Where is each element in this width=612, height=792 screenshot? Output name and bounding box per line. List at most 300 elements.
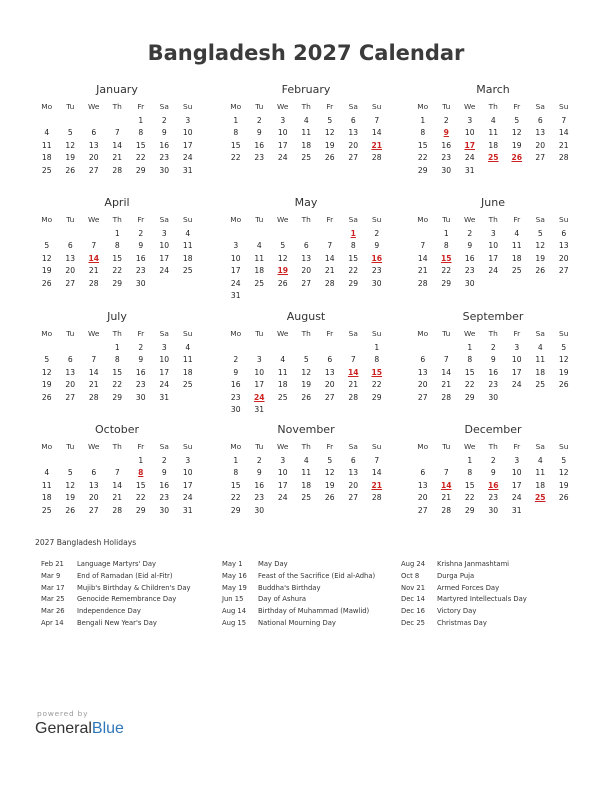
day-cell: 25 bbox=[535, 380, 546, 389]
day-cell: 21 bbox=[88, 380, 99, 389]
holiday-day-cell: 14 bbox=[440, 480, 452, 490]
holiday-date: Mar 25 bbox=[41, 595, 65, 604]
empty-day-cell bbox=[59, 455, 83, 468]
day-cell: 21 bbox=[441, 493, 452, 502]
holiday-row bbox=[41, 559, 191, 571]
month-name: July bbox=[107, 310, 127, 323]
weekday-header: Tu bbox=[66, 442, 75, 451]
day-cell: 19 bbox=[324, 480, 335, 490]
weekday-header: Tu bbox=[255, 215, 264, 224]
day-cell: 1 bbox=[233, 115, 239, 125]
day-cell: 9 bbox=[138, 355, 144, 364]
day-cell: 4 bbox=[303, 115, 309, 125]
empty-day-cell bbox=[411, 342, 435, 355]
month-june bbox=[411, 196, 575, 290]
brand-name-part1: General bbox=[35, 720, 92, 737]
day-cell: 9 bbox=[374, 241, 380, 250]
holiday-date: Aug 14 bbox=[222, 607, 247, 616]
day-cell: 22 bbox=[348, 266, 359, 275]
holiday-row bbox=[401, 571, 527, 583]
empty-day-cell bbox=[35, 115, 59, 128]
day-cell: 11 bbox=[41, 140, 52, 150]
month-name: March bbox=[476, 83, 510, 96]
day-cell: 30 bbox=[441, 165, 452, 175]
day-cell: 1 bbox=[374, 342, 380, 352]
day-cell: 12 bbox=[41, 253, 52, 263]
weekday-header: Fr bbox=[326, 102, 334, 111]
empty-day-cell bbox=[59, 228, 83, 241]
day-cell: 1 bbox=[443, 228, 449, 238]
day-cell: 15 bbox=[230, 480, 241, 490]
day-cell: 10 bbox=[230, 253, 241, 263]
day-cell: 30 bbox=[488, 392, 499, 402]
day-cell: 24 bbox=[230, 278, 241, 288]
weekday-header: Th bbox=[488, 102, 498, 111]
holiday-day-cell: 15 bbox=[440, 253, 452, 263]
month-march bbox=[411, 83, 575, 177]
day-cell: 8 bbox=[443, 241, 449, 250]
day-cell: 29 bbox=[441, 278, 452, 288]
day-cell: 7 bbox=[443, 468, 449, 477]
day-cell: 6 bbox=[350, 115, 356, 125]
day-cell: 21 bbox=[558, 140, 569, 150]
holiday-date: Jun 15 bbox=[222, 595, 244, 604]
day-cell: 6 bbox=[561, 228, 567, 238]
empty-day-cell bbox=[248, 228, 272, 241]
weekday-header: Mo bbox=[230, 102, 242, 111]
holiday-day-cell: 14 bbox=[88, 253, 100, 263]
day-cell: 2 bbox=[490, 342, 496, 352]
month-august bbox=[224, 310, 388, 417]
weekday-header: Th bbox=[112, 442, 122, 451]
day-cell: 13 bbox=[88, 140, 99, 150]
day-cell: 1 bbox=[114, 342, 120, 352]
day-cell: 16 bbox=[441, 140, 452, 150]
day-cell: 16 bbox=[135, 367, 146, 377]
day-cell: 30 bbox=[159, 505, 170, 515]
day-cell: 26 bbox=[301, 392, 312, 402]
empty-day-cell bbox=[295, 342, 319, 355]
holiday-name: Independence Day bbox=[77, 607, 141, 616]
day-cell: 9 bbox=[161, 468, 167, 477]
weekday-header: Sa bbox=[535, 442, 545, 451]
holiday-row bbox=[222, 583, 375, 595]
weekday-header: Tu bbox=[66, 215, 75, 224]
day-cell: 22 bbox=[135, 493, 146, 502]
day-cell: 27 bbox=[65, 278, 76, 288]
day-cell: 23 bbox=[230, 392, 241, 402]
empty-day-cell bbox=[35, 228, 59, 241]
day-cell: 30 bbox=[464, 278, 475, 288]
empty-day-cell bbox=[271, 342, 295, 355]
holiday-name: Krishna Janmashtami bbox=[437, 560, 510, 568]
day-cell: 27 bbox=[348, 493, 359, 502]
day-cell: 13 bbox=[301, 253, 312, 263]
day-cell: 5 bbox=[327, 455, 333, 465]
holiday-name: Durga Puja bbox=[437, 571, 475, 580]
month-name: October bbox=[94, 423, 140, 436]
day-cell: 8 bbox=[138, 128, 144, 137]
day-cell: 14 bbox=[558, 128, 569, 137]
day-cell: 6 bbox=[420, 468, 426, 477]
day-cell: 25 bbox=[182, 266, 193, 275]
day-cell: 8 bbox=[467, 355, 473, 364]
weekday-header: We bbox=[277, 215, 289, 224]
day-cell: 30 bbox=[371, 278, 382, 288]
day-cell: 30 bbox=[488, 505, 499, 515]
weekday-header: Mo bbox=[230, 215, 242, 224]
day-cell: 26 bbox=[277, 278, 288, 288]
month-days-grid bbox=[224, 214, 388, 303]
weekday-header: We bbox=[88, 215, 100, 224]
holiday-name: Genocide Remembrance Day bbox=[77, 595, 177, 604]
day-cell: 20 bbox=[301, 266, 312, 275]
empty-day-cell bbox=[82, 228, 106, 241]
day-cell: 10 bbox=[182, 128, 193, 137]
empty-day-cell bbox=[411, 228, 435, 241]
day-cell: 7 bbox=[443, 355, 449, 364]
day-cell: 17 bbox=[511, 480, 522, 490]
day-cell: 13 bbox=[65, 367, 76, 377]
empty-day-cell bbox=[224, 342, 248, 355]
day-cell: 5 bbox=[67, 128, 73, 137]
month-days-grid bbox=[35, 214, 199, 290]
day-cell: 5 bbox=[44, 355, 50, 364]
day-cell: 5 bbox=[280, 241, 286, 250]
day-cell: 7 bbox=[114, 128, 120, 137]
holiday-row bbox=[222, 594, 375, 606]
day-cell: 17 bbox=[488, 253, 499, 263]
weekday-header: Mo bbox=[41, 329, 53, 338]
day-cell: 22 bbox=[441, 266, 452, 275]
holiday-column bbox=[41, 559, 191, 630]
month-name: August bbox=[286, 310, 326, 323]
weekday-header: Mo bbox=[417, 442, 429, 451]
day-cell: 20 bbox=[348, 140, 359, 150]
day-cell: 3 bbox=[467, 115, 473, 125]
holiday-date: Oct 8 bbox=[401, 571, 420, 580]
month-october bbox=[35, 423, 199, 517]
empty-day-cell bbox=[295, 228, 319, 241]
day-cell: 12 bbox=[41, 367, 52, 377]
day-cell: 25 bbox=[277, 392, 288, 402]
day-cell: 27 bbox=[417, 505, 428, 515]
empty-day-cell bbox=[106, 455, 130, 468]
weekday-header: We bbox=[277, 329, 289, 338]
day-cell: 22 bbox=[464, 493, 475, 502]
day-cell: 9 bbox=[490, 355, 496, 364]
day-cell: 26 bbox=[41, 278, 52, 288]
day-cell: 13 bbox=[348, 468, 359, 477]
day-cell: 15 bbox=[112, 253, 123, 263]
day-cell: 10 bbox=[159, 355, 170, 364]
day-cell: 11 bbox=[535, 468, 546, 477]
day-cell: 12 bbox=[558, 355, 569, 364]
day-cell: 5 bbox=[561, 455, 567, 465]
holiday-name: Bengali New Year's Day bbox=[77, 618, 157, 627]
day-cell: 29 bbox=[135, 505, 146, 515]
day-cell: 26 bbox=[558, 493, 569, 502]
holiday-day-cell: 16 bbox=[487, 480, 499, 490]
day-cell: 22 bbox=[464, 380, 475, 389]
weekday-header: Mo bbox=[41, 102, 53, 111]
day-cell: 30 bbox=[230, 405, 241, 414]
holiday-row bbox=[401, 559, 527, 571]
day-cell: 28 bbox=[112, 165, 123, 175]
day-cell: 18 bbox=[41, 153, 52, 162]
weekday-header: Tu bbox=[442, 329, 451, 338]
month-name: May bbox=[294, 196, 318, 209]
day-cell: 3 bbox=[233, 241, 239, 250]
weekday-header: Fr bbox=[137, 215, 145, 224]
empty-day-cell bbox=[35, 342, 59, 355]
day-cell: 25 bbox=[41, 505, 52, 515]
holiday-date: Mar 17 bbox=[41, 583, 65, 592]
weekday-header: Sa bbox=[535, 102, 545, 111]
day-cell: 4 bbox=[303, 455, 309, 465]
day-cell: 8 bbox=[350, 241, 356, 250]
day-cell: 10 bbox=[277, 128, 288, 137]
weekday-header: Sa bbox=[159, 329, 169, 338]
weekday-header: Su bbox=[183, 442, 193, 451]
day-cell: 18 bbox=[301, 480, 312, 490]
day-cell: 13 bbox=[324, 367, 335, 377]
day-cell: 6 bbox=[67, 355, 73, 364]
holiday-day-cell: 26 bbox=[511, 153, 523, 162]
day-cell: 6 bbox=[537, 115, 543, 125]
day-cell: 30 bbox=[254, 505, 265, 515]
month-november bbox=[224, 423, 388, 517]
weekday-header: Tu bbox=[255, 102, 264, 111]
day-cell: 29 bbox=[112, 278, 123, 288]
day-cell: 22 bbox=[230, 153, 241, 162]
brand-logo[interactable] bbox=[35, 720, 124, 738]
day-cell: 12 bbox=[301, 367, 312, 377]
day-cell: 9 bbox=[467, 241, 473, 250]
day-cell: 27 bbox=[348, 153, 359, 162]
holiday-date: Feb 21 bbox=[41, 560, 64, 568]
holiday-name: Buddha's Birthday bbox=[258, 583, 321, 592]
day-cell: 2 bbox=[374, 228, 380, 238]
day-cell: 9 bbox=[490, 468, 496, 477]
day-cell: 11 bbox=[254, 253, 265, 263]
day-cell: 16 bbox=[464, 253, 475, 263]
weekday-header: Fr bbox=[513, 215, 521, 224]
weekday-header: Fr bbox=[326, 329, 334, 338]
month-name: February bbox=[281, 83, 331, 96]
day-cell: 8 bbox=[233, 128, 239, 137]
holiday-name: National Mourning Day bbox=[258, 618, 336, 627]
empty-day-cell bbox=[59, 115, 83, 128]
holiday-row bbox=[401, 618, 527, 630]
holiday-row bbox=[401, 594, 527, 606]
day-cell: 20 bbox=[348, 480, 359, 490]
day-cell: 7 bbox=[114, 468, 120, 477]
day-cell: 24 bbox=[182, 153, 193, 162]
empty-day-cell bbox=[82, 115, 106, 128]
month-september bbox=[411, 310, 575, 404]
day-cell: 14 bbox=[112, 140, 123, 150]
day-cell: 11 bbox=[182, 355, 193, 364]
day-cell: 28 bbox=[558, 153, 569, 162]
holiday-name: Victory Day bbox=[437, 607, 477, 616]
day-cell: 21 bbox=[324, 266, 335, 275]
day-cell: 16 bbox=[488, 367, 499, 377]
day-cell: 1 bbox=[138, 455, 144, 465]
day-cell: 15 bbox=[230, 140, 241, 150]
empty-day-cell bbox=[342, 342, 366, 355]
empty-day-cell bbox=[318, 342, 342, 355]
weekday-header: Su bbox=[559, 215, 569, 224]
day-cell: 6 bbox=[91, 128, 97, 137]
day-cell: 19 bbox=[301, 380, 312, 389]
day-cell: 23 bbox=[488, 380, 499, 389]
day-cell: 8 bbox=[114, 241, 120, 250]
empty-day-cell bbox=[318, 228, 342, 241]
weekday-header: Th bbox=[488, 215, 498, 224]
month-days-grid bbox=[411, 101, 575, 177]
holiday-row bbox=[222, 606, 375, 618]
weekday-header: Fr bbox=[137, 442, 145, 451]
day-cell: 23 bbox=[159, 493, 170, 502]
day-cell: 7 bbox=[350, 355, 356, 364]
day-cell: 11 bbox=[301, 128, 312, 137]
day-cell: 8 bbox=[467, 468, 473, 477]
day-cell: 24 bbox=[159, 266, 170, 275]
day-cell: 25 bbox=[511, 266, 522, 275]
weekday-header: Sa bbox=[159, 102, 169, 111]
day-cell: 12 bbox=[535, 241, 546, 250]
day-cell: 20 bbox=[558, 253, 569, 263]
day-cell: 21 bbox=[112, 493, 123, 502]
day-cell: 1 bbox=[138, 115, 144, 125]
month-days-grid bbox=[35, 441, 199, 517]
day-cell: 19 bbox=[324, 140, 335, 150]
day-cell: 11 bbox=[301, 468, 312, 477]
day-cell: 5 bbox=[514, 115, 520, 125]
weekday-header: We bbox=[464, 102, 476, 111]
day-cell: 5 bbox=[537, 228, 543, 238]
weekday-header: Tu bbox=[442, 215, 451, 224]
powered-by-label: powered by bbox=[37, 709, 89, 718]
day-cell: 19 bbox=[41, 380, 52, 389]
day-cell: 2 bbox=[443, 115, 449, 125]
day-cell: 27 bbox=[417, 392, 428, 402]
day-cell: 3 bbox=[514, 342, 520, 352]
day-cell: 25 bbox=[41, 165, 52, 175]
day-cell: 27 bbox=[535, 153, 546, 162]
holiday-day-cell: 16 bbox=[371, 253, 383, 263]
empty-day-cell bbox=[224, 228, 248, 241]
day-cell: 29 bbox=[464, 505, 475, 515]
day-cell: 12 bbox=[324, 128, 335, 137]
day-cell: 13 bbox=[65, 253, 76, 263]
weekday-header: Th bbox=[488, 329, 498, 338]
holiday-row bbox=[41, 606, 191, 618]
day-cell: 21 bbox=[88, 266, 99, 275]
weekday-header: Th bbox=[488, 442, 498, 451]
weekday-header: Mo bbox=[230, 442, 242, 451]
weekday-header: Sa bbox=[348, 215, 358, 224]
day-cell: 9 bbox=[256, 468, 262, 477]
day-cell: 31 bbox=[182, 165, 193, 175]
day-cell: 26 bbox=[558, 380, 569, 389]
holiday-name: Martyred Intellectuals Day bbox=[437, 595, 527, 604]
empty-day-cell bbox=[35, 455, 59, 468]
day-cell: 1 bbox=[114, 228, 120, 238]
weekday-header: Th bbox=[301, 102, 311, 111]
day-cell: 31 bbox=[159, 392, 170, 402]
day-cell: 26 bbox=[41, 392, 52, 402]
holiday-date: Apr 14 bbox=[41, 618, 64, 627]
day-cell: 28 bbox=[441, 505, 452, 515]
day-cell: 23 bbox=[441, 153, 452, 162]
day-cell: 1 bbox=[467, 455, 473, 465]
day-cell: 29 bbox=[112, 392, 123, 402]
day-cell: 13 bbox=[88, 480, 99, 490]
month-name: December bbox=[464, 423, 522, 436]
day-cell: 17 bbox=[182, 140, 193, 150]
day-cell: 23 bbox=[135, 266, 146, 275]
day-cell: 15 bbox=[135, 480, 146, 490]
month-december bbox=[411, 423, 575, 517]
day-cell: 18 bbox=[301, 140, 312, 150]
day-cell: 6 bbox=[350, 455, 356, 465]
weekday-header: We bbox=[277, 102, 289, 111]
day-cell: 30 bbox=[135, 278, 146, 288]
day-cell: 4 bbox=[280, 355, 286, 364]
holiday-date: Dec 16 bbox=[401, 607, 425, 616]
day-cell: 1 bbox=[467, 342, 473, 352]
day-cell: 9 bbox=[138, 241, 144, 250]
month-january bbox=[35, 83, 199, 177]
day-cell: 28 bbox=[88, 392, 99, 402]
month-july bbox=[35, 310, 199, 404]
day-cell: 20 bbox=[88, 493, 99, 502]
holiday-day-cell: 14 bbox=[347, 367, 359, 377]
holiday-row bbox=[222, 618, 375, 630]
day-cell: 6 bbox=[303, 241, 309, 250]
day-cell: 10 bbox=[488, 241, 499, 250]
holiday-day-cell: 21 bbox=[371, 480, 383, 490]
day-cell: 8 bbox=[420, 128, 426, 137]
day-cell: 7 bbox=[561, 115, 567, 125]
day-cell: 4 bbox=[185, 342, 191, 352]
holiday-date: Mar 26 bbox=[41, 607, 65, 616]
day-cell: 29 bbox=[417, 165, 428, 175]
empty-day-cell bbox=[435, 455, 459, 468]
day-cell: 3 bbox=[161, 342, 167, 352]
day-cell: 20 bbox=[88, 153, 99, 162]
holiday-day-cell: 15 bbox=[371, 367, 383, 377]
day-cell: 24 bbox=[511, 380, 522, 389]
day-cell: 11 bbox=[41, 480, 52, 490]
day-cell: 7 bbox=[327, 241, 333, 250]
holiday-name: Mujib's Birthday & Children's Day bbox=[77, 583, 191, 592]
day-cell: 31 bbox=[511, 505, 522, 515]
day-cell: 14 bbox=[417, 253, 428, 263]
day-cell: 11 bbox=[511, 241, 522, 250]
day-cell: 30 bbox=[135, 392, 146, 402]
day-cell: 10 bbox=[254, 367, 265, 377]
day-cell: 26 bbox=[324, 153, 335, 162]
day-cell: 27 bbox=[558, 266, 569, 275]
day-cell: 15 bbox=[464, 480, 475, 490]
day-cell: 2 bbox=[233, 355, 239, 364]
holiday-row bbox=[41, 583, 191, 595]
page-title: Bangladesh 2027 Calendar bbox=[147, 41, 465, 65]
day-cell: 5 bbox=[303, 355, 309, 364]
